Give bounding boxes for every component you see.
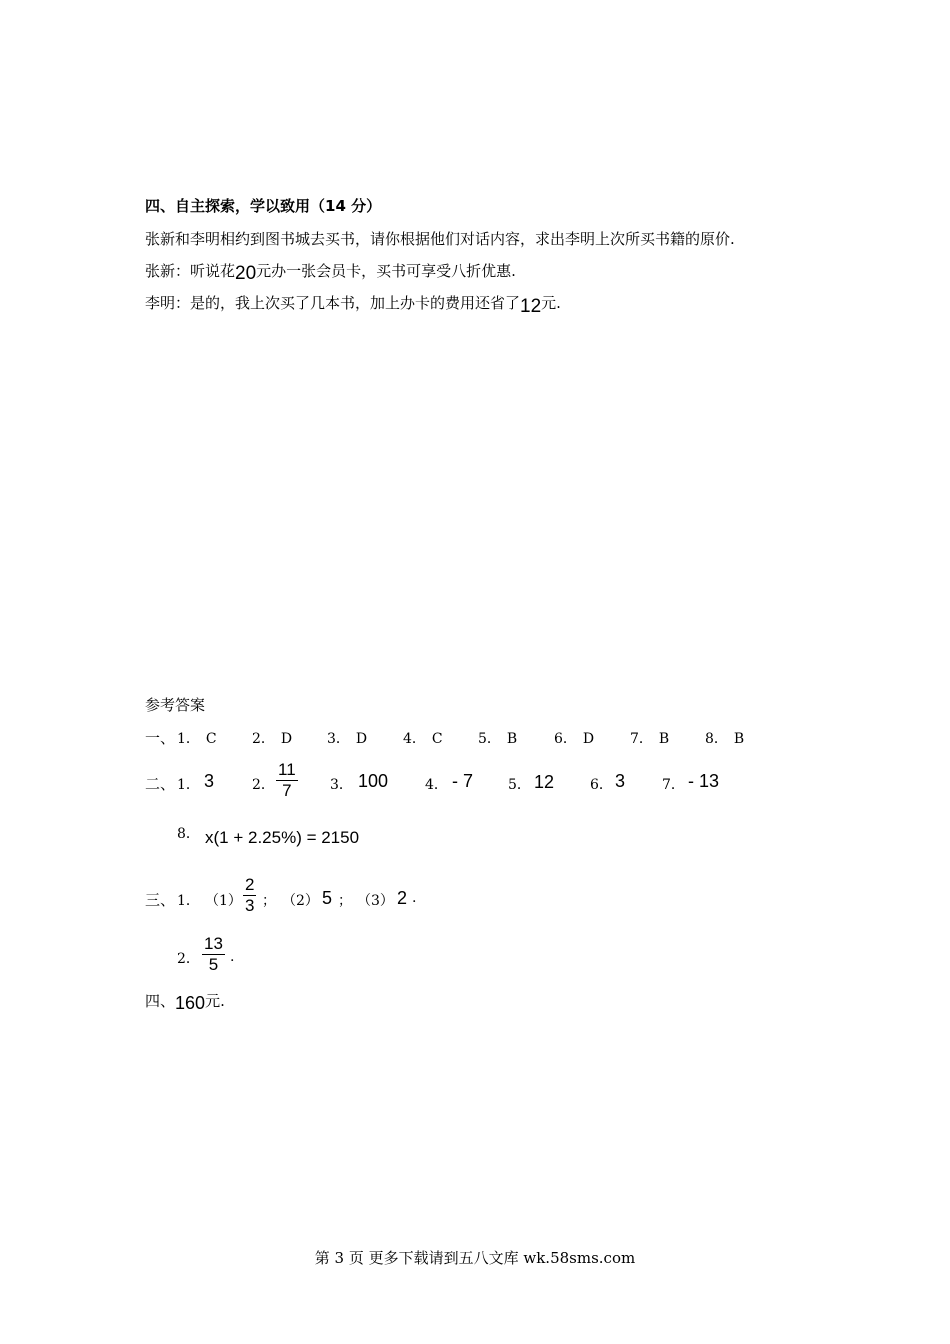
part4-label: 四、	[145, 992, 176, 1010]
numerator: 2	[245, 875, 255, 894]
part2-item-number: 5．	[508, 777, 531, 793]
section-heading: 四、自主探索，学以致用（14 分）	[145, 197, 382, 215]
part1-item: 2． D	[252, 731, 293, 747]
part1-item: 1． C	[177, 731, 217, 747]
equation-item8: x(1 + 2.25%) = 2150	[205, 828, 360, 847]
part2-answer: 3	[615, 771, 626, 791]
part1-item: 6． D	[554, 731, 595, 747]
part3-q1-p3: （3）	[357, 893, 394, 909]
zhang-prefix: 张新：听说花	[145, 262, 236, 280]
zhang-dialogue	[145, 260, 516, 282]
part3-q1-p2-answer: 5	[322, 888, 333, 908]
part3-q1-p2: （2）	[282, 893, 319, 909]
zhang-suffix: 元办一张会员卡，买书可享受八折优惠.	[256, 262, 516, 280]
part2-item-number: 3．	[330, 777, 353, 793]
part4-answer-line	[145, 990, 225, 1011]
separator: ；	[338, 893, 352, 909]
li-suffix: 元.	[541, 294, 561, 312]
part3-q2-number: 2．	[177, 951, 200, 967]
fraction-2-over-3	[243, 875, 256, 916]
li-dialogue	[145, 292, 561, 317]
part1-item: 3． D	[327, 731, 368, 747]
part2-item8-number: 8．	[177, 826, 200, 842]
part1-label: 一、	[145, 729, 176, 747]
li-prefix: 李明：是的，我上次买了几本书，加上办卡的费用还省了	[145, 294, 521, 312]
part1-item: 8． B	[705, 731, 745, 747]
part3-q1-number: 1．	[177, 893, 200, 909]
denominator: 5	[208, 955, 219, 974]
part2-item-number: 6．	[590, 777, 613, 793]
part4-unit: 元.	[205, 992, 225, 1010]
part3-label: 三、	[145, 891, 176, 909]
li-number: 12	[520, 296, 542, 317]
problem-text: 张新和李明相约到图书城去买书，请你根据他们对话内容，求出李明上次所买书籍的原价.	[145, 230, 735, 248]
denominator: 7	[282, 781, 292, 800]
period: .	[230, 949, 235, 965]
part2-item-number: 7．	[662, 777, 685, 793]
part2-answer: 12	[534, 772, 555, 792]
page-footer: 第 3 页 更多下载请到五八文库 wk.58sms.com	[314, 1249, 636, 1267]
part3-q1-p1: （1）	[205, 893, 242, 909]
part1-item: 5． B	[478, 731, 518, 747]
part2-item-number: 4．	[425, 777, 448, 793]
part2-answer: 100	[358, 771, 389, 791]
part2-item-number: 1．	[177, 777, 200, 793]
part2-answer: - 7	[452, 771, 474, 791]
part2-item-number: 2．	[252, 777, 275, 793]
part2-answer: - 13	[688, 771, 720, 791]
part2-answer: 3	[204, 771, 215, 791]
zhang-number: 20	[235, 263, 257, 284]
denominator: 3	[245, 896, 255, 915]
answers-title: 参考答案	[145, 696, 206, 714]
part1-item: 4． C	[403, 731, 443, 747]
fraction-13-over-5	[202, 934, 225, 975]
fraction-11-over-7	[276, 760, 298, 801]
part1-item: 7． B	[630, 731, 670, 747]
numerator: 13	[204, 934, 223, 953]
part2-label: 二、	[145, 775, 176, 793]
part4-value: 160	[175, 993, 206, 1013]
period: .	[412, 890, 417, 906]
part3-q1-p3-answer: 2	[397, 888, 408, 908]
numerator: 11	[278, 760, 296, 779]
separator: ；	[262, 893, 276, 909]
